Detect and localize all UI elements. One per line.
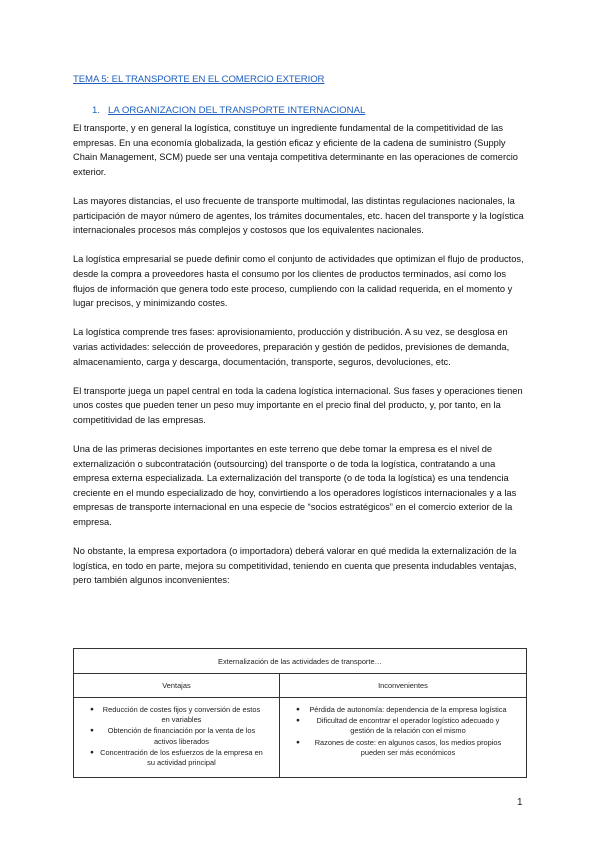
paragraph: El transporte, y en general la logística, constituye un ingrediente fundamental de la competitividad de las empresas. En una economía globalizada, la gestión eficaz y eficiente de la cadena de suministro (Supply Chain Management, SCM) puede ser una ventaja competitiva determinante en las operaciones de comercio exterior. — [73, 123, 518, 177]
paragraph: La logística empresarial se puede definir como el conjunto de actividades que optimizan el flujo de productos, desde la compra a proveedores hasta el consumo por los clientes de productos terminados, así como los flujos de información que genera todo este proceso, cumpliendo con la calidad requerida, en el momento y lugar precisos, y minimizando costes. — [73, 254, 524, 309]
page-number: 1 — [517, 797, 523, 808]
section-number: 1. — [92, 105, 101, 116]
paragraph: Una de las primeras decisiones importantes en este terreno que debe tomar la empresa es el nivel de externalización o subcontratación (outsourcing) del transporte o de toda la logística, contratando a una empresa externa especializada. La externalización del transporte (o de toda la logística) es una tendencia creciente en el mundo especializado de hoy, convirtiendo a los operadores logísticos internacionales y a las empresas de transporte internacional en una especie de “socios estratégicos” en el comercio exterior de la empresa. — [73, 444, 517, 528]
paragraph: El transporte juega un papel central en toda la cadena logística internacional. Sus fases y operaciones tienen unos costes que pueden tener un peso muy importante en el precio final del producto, y, por tanto, en la competitividad de las empresas. — [73, 385, 523, 425]
ventajas-list — [84, 705, 269, 768]
column-header-inconvenientes: Inconvenientes — [279, 674, 526, 698]
list-item: ● Reducción de costes fijos y conversión de estos en variables — [84, 705, 269, 725]
section-heading — [92, 105, 365, 116]
section-title: LA ORGANIZACION DEL TRANSPORTE INTERNACIONAL — [108, 105, 366, 116]
list-item: ● Obtención de financiación por la venta de los activos liberados — [84, 726, 269, 746]
list-item: ● Dificultad de encontrar el operador logístico adecuado y gestión de la relación con el mismo — [290, 716, 516, 736]
paragraph: La logística comprende tres fases: aprovisionamiento, producción y distribución. A su vez, se desglosa en varias actividades: selección de proveedores, preparación y gestión de pedidos, previsiones de demanda, almacenamiento, carga y descarga, documentación, transporte, seguros, devoluciones, etc. — [73, 327, 510, 367]
list-item: ● Razones de coste: en algunos casos, los medios propios pueden ser más económicos — [290, 738, 516, 758]
inconvenientes-cell — [279, 698, 526, 778]
document-body — [73, 121, 529, 603]
list-item: ● Pérdida de autonomía: dependencia de la empresa logística — [290, 705, 516, 715]
inconvenientes-list — [290, 705, 516, 758]
paragraph: No obstante, la empresa exportadora (o importadora) deberá valorar en qué medida la externalización de la logística, en todo en parte, mejora su competitividad, teniendo en cuenta que presenta indudables ventajas, pero también algunos inconvenientes: — [73, 546, 517, 586]
list-item: ● Concentración de los esfuerzos de la empresa en su actividad principal — [84, 748, 269, 768]
table-caption: Externalización de las actividades de transporte… — [74, 649, 527, 674]
ventajas-cell — [74, 698, 280, 778]
paragraph: Las mayores distancias, el uso frecuente de transporte multimodal, las distintas regulaciones nacionales, la participación de mayor número de agentes, los trámites documentales, etc. hacen del transporte y la logística internacionales procesos más complejos y costosos que los equivalentes nacionales. — [73, 195, 524, 236]
column-header-ventajas: Ventajas — [74, 674, 280, 698]
document-title: TEMA 5: EL TRANSPORTE EN EL COMERCIO EXTERIOR — [73, 74, 325, 85]
outsourcing-table — [73, 648, 527, 778]
